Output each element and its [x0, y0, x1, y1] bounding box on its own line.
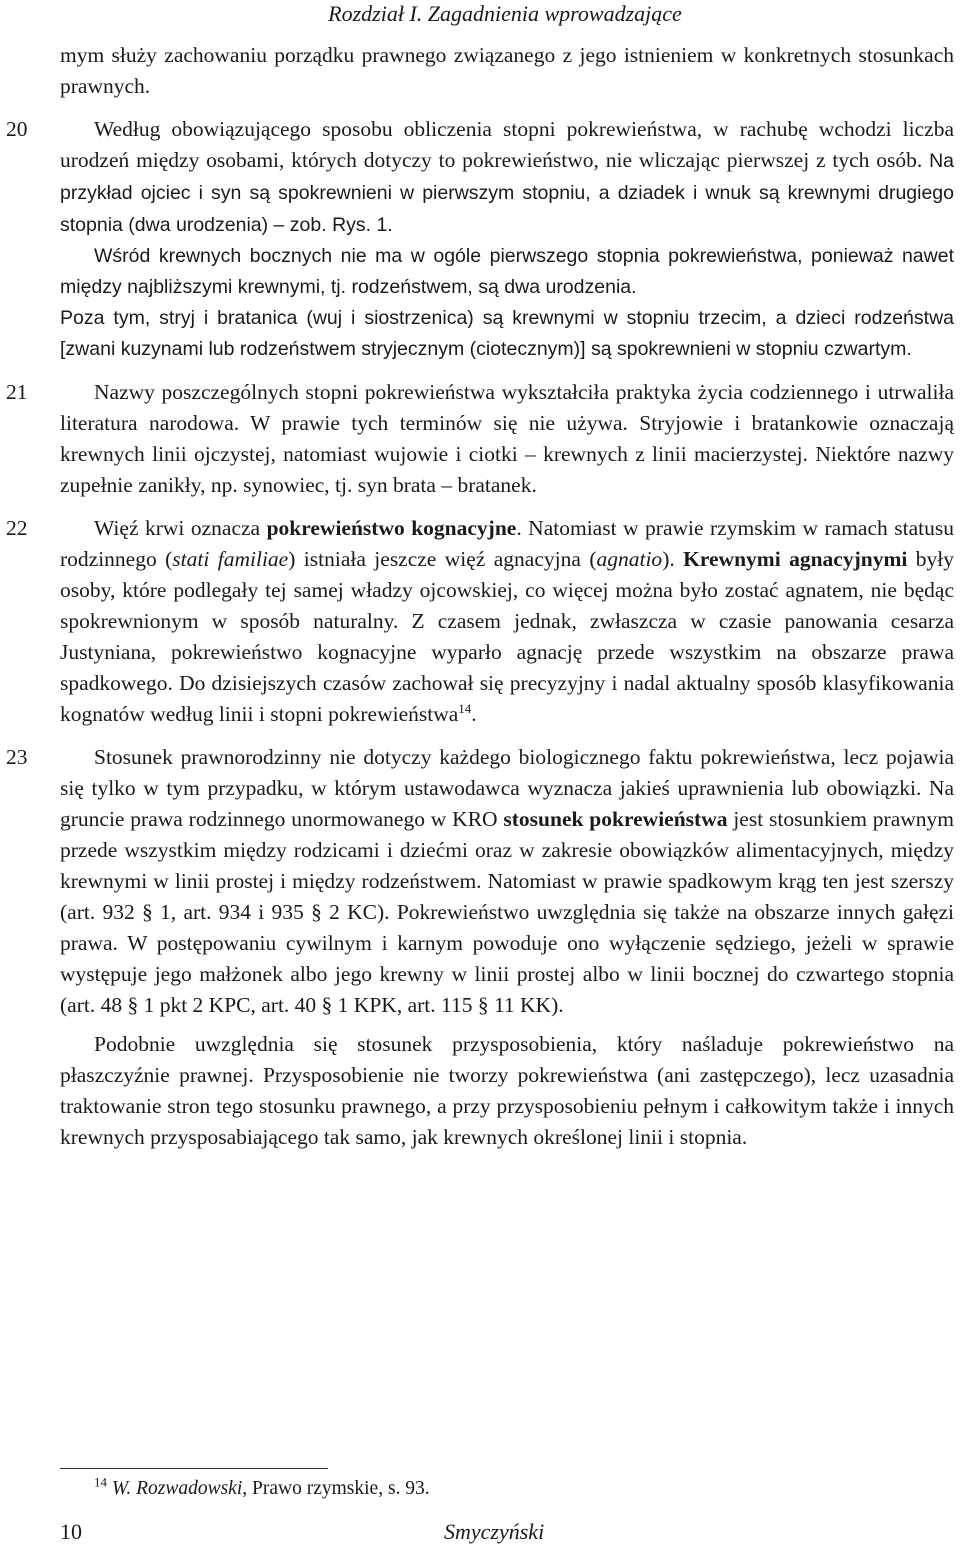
- margin-number-22: 22: [6, 516, 28, 540]
- text-run: Stosunek prawnorodzinny nie dotyczy każdego biologicznego faktu pokrewieństwa, lecz pojawia się tylko w tym przypadku, w którym ustawodawca wyznacza jakieś uprawnienia lub obowiązki. Na gruncie prawa rodzinnego unormowanego w KRO: [60, 745, 954, 831]
- paragraph-23-text: [60, 742, 954, 1021]
- italic-term: stati familiae: [172, 547, 289, 571]
- paragraph-23-subparagraph: Podobnie uwzględnia się stosunek przysposobienia, który naśladuje pokrewieństwo na płaszczyźnie prawnej. Przysposobienie nie tworzy pokrewieństwa (ani zastępczego), lecz uzasadnia traktowanie stron tego stosunku prawnego, a przy przysposobieniu pełnym i całkowitym także i innych krewnych przysposabiającego tak samo, jak krewnych określonej linii i stopnia.: [60, 1032, 954, 1149]
- paragraph-20-text: [60, 114, 954, 241]
- footnote: [94, 1476, 430, 1502]
- paragraph-20-subparagraph-a: Wśród krewnych bocznych nie ma w ogóle pierwszego stopnia pokrewieństwa, ponieważ nawet między najbliższymi krewnymi, tj. rodzeństwem, są dwa urodzenia.: [60, 245, 954, 298]
- paragraph-22-text: [60, 513, 954, 730]
- footnote-author: W. Rozwadowski: [111, 1478, 243, 1499]
- footnote-text: , Prawo rzymskie, s. 93.: [242, 1478, 430, 1499]
- footnote-separator: [60, 1468, 328, 1469]
- margin-number-23: 23: [6, 745, 28, 769]
- footnote-reference[interactable]: 14: [458, 700, 472, 716]
- margin-number-20: 20: [6, 117, 28, 141]
- paragraph-20-part-b: Na przykład ojciec i syn są spokrewnieni w pierwszym stopniu, a dziadek i wnuk są krewnymi drugiego stopnia (dwa urodzenia) – zob. Rys. 1.: [60, 150, 954, 236]
- paragraph-20-part-a: Według obowiązującego sposobu obliczenia stopni pokrewieństwa, w rachubę wchodzi liczba urodzeń między osobami, których dotyczy to pokrewieństwo, nie wliczając pierwszej z tych osób.: [60, 117, 954, 172]
- text-run: ) istniała jeszcze więź agnacyjna (: [288, 547, 597, 571]
- paragraph-21-text: Nazwy poszczególnych stopni pokrewieństwa wykształciła praktyka życia codziennego i utrwaliła literatura narodowa. W prawie tych terminów się nie używa. Stryjowie i bratankowie oznaczają krewnych linii ojczystej, natomiast wujowie i ciotki – krewnych z linii macierzystej. Niektóre nazwy zupełnie zanikły, np. synowiec, tj. syn brata – bratanek.: [60, 380, 954, 497]
- footnote-number: 14: [94, 1474, 107, 1490]
- paragraph-22: [6, 513, 954, 730]
- running-header: Rozdział I. Zagadnienia wprowadzające: [328, 1, 682, 26]
- page-body: [6, 40, 954, 1153]
- paragraph-23: [6, 742, 954, 1153]
- publisher-name: Smyczyński: [444, 1519, 545, 1544]
- bold-term: Krewnymi agnacyjnymi: [683, 547, 908, 571]
- text-run: jest stosunkiem prawnym przede wszystkim między rodzicami i dziećmi oraz w zakresie obowiązków alimentacyjnych, między krewnymi w linii prostej i między rodzeństwem. Natomiast w prawie spadkowym krąg ten jest szerszy (art. 932 § 1, art. 934 i 935 § 2 KC). Pokrewieństwo uwzględnia się także na obszarze innych gałęzi prawa. W postępowaniu cywilnym i karnym powoduje ono wyłączenie sędziego, jeżeli w sprawie występuje jego małżonek albo jego krewny w linii prostej albo w linii bocznej do czwartego stopnia (art. 48 § 1 pkt 2 KPC, art. 40 § 1 KPK, art. 115 § 11 KK).: [60, 807, 954, 1017]
- text-run: Więź krwi oznacza: [94, 516, 267, 540]
- paragraph-21: [6, 377, 954, 501]
- text-run: .: [471, 702, 477, 726]
- text-run: ).: [662, 547, 684, 571]
- paragraph-20: [6, 114, 954, 365]
- bold-term: stosunek pokrewieństwa: [503, 807, 728, 831]
- text-run: . Natomiast w prawie rzymskim w ramach statusu rodzinnego (: [60, 516, 954, 571]
- paragraph-20-subparagraph-b: Poza tym, stryj i bratanica (wuj i siostrzenica) są krewnymi w stopniu trzecim, a dzieci rodzeństwa [zwani kuzynami lub rodzeństwem stryjecznym (ciotecznym)] są spokrewnieni w stopniu czwartym.: [60, 307, 954, 360]
- text-run: były osoby, które podlegały tej samej władzy ojcowskiej, co więcej można było zostać agnatem, nie będąc spokrewnionym w sposób naturalny. Z czasem jednak, zwłaszcza w czasie panowania cesarza Justyniana, pokrewieństwo kognacyjne wyparło agnację przede wszystkim na obszarze prawa spadkowego. Do dzisiejszych czasów zachował się precyzyjny i nadal aktualny sposób klasyfikowania kognatów według linii i stopni pokrewieństwa: [60, 547, 954, 726]
- paragraph-continuation: mym służy zachowaniu porządku prawnego związanego z jego istnieniem w konkretnych stosunkach prawnych.: [60, 43, 954, 98]
- italic-term: agnatio: [596, 547, 663, 571]
- page-number: 10: [60, 1519, 82, 1544]
- bold-term: pokrewieństwo kognacyjne: [266, 516, 517, 540]
- margin-number-21: 21: [6, 380, 28, 404]
